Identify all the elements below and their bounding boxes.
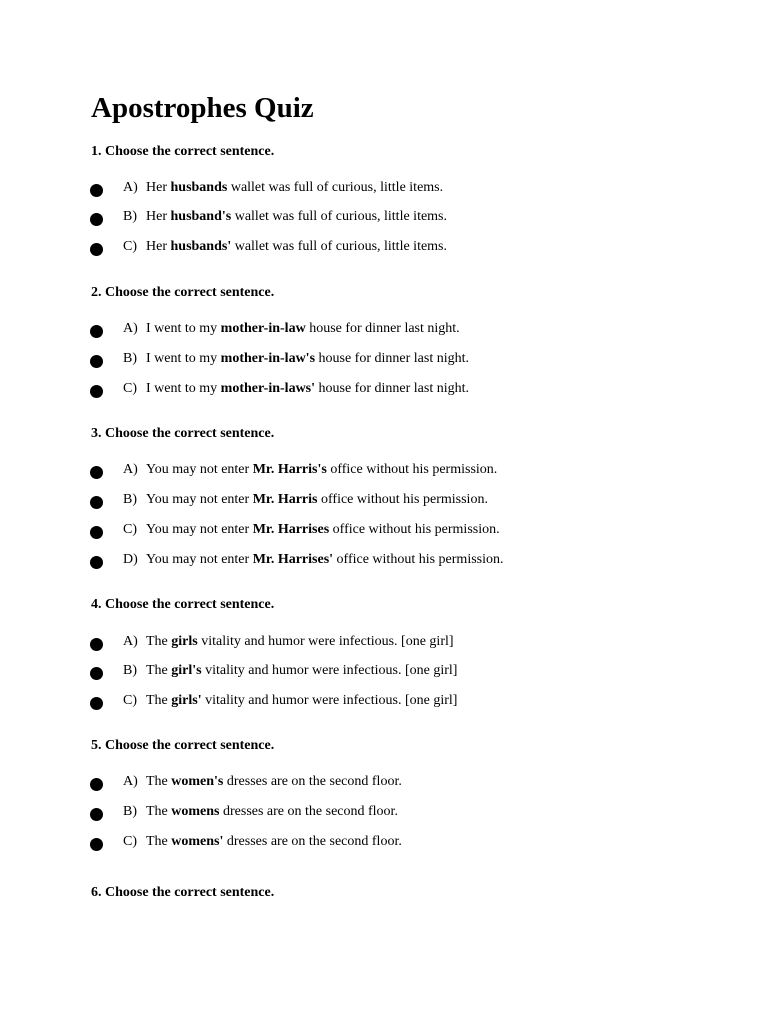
- bullet-icon: [90, 184, 103, 197]
- option-letter: A): [123, 634, 138, 649]
- option-letter: A): [123, 180, 138, 195]
- bullet-icon: [90, 778, 103, 791]
- option-letter: B): [123, 351, 137, 366]
- answer-option[interactable]: [90, 319, 730, 339]
- answer-option[interactable]: [90, 207, 730, 227]
- option-text: You may not enter Mr. Harrises office without his permission.: [146, 522, 500, 537]
- option-keyword: mother-in-law's: [220, 351, 316, 366]
- option-letter: B): [123, 804, 137, 819]
- question-heading: 5. Choose the correct sentence.: [91, 738, 275, 753]
- option-letter: B): [123, 209, 137, 224]
- option-letter: A): [123, 774, 138, 789]
- option-keyword: women's: [171, 774, 224, 789]
- option-letter: C): [123, 239, 137, 254]
- bullet-icon: [90, 466, 103, 479]
- option-keyword: girls: [171, 634, 198, 649]
- answer-option[interactable]: [90, 237, 730, 257]
- answer-option[interactable]: [90, 460, 730, 480]
- option-keyword: Mr. Harrises: [252, 522, 330, 537]
- answer-option[interactable]: [90, 802, 730, 822]
- option-keyword: girls': [171, 693, 202, 708]
- option-text: You may not enter Mr. Harris's office without his permission.: [146, 462, 498, 477]
- option-text: The girls vitality and humor were infectious. [one girl]: [146, 634, 454, 649]
- option-keyword: husbands: [170, 180, 228, 195]
- question-heading: 4. Choose the correct sentence.: [91, 597, 275, 612]
- option-keyword: Mr. Harrises': [252, 552, 334, 567]
- answer-option[interactable]: [90, 661, 730, 681]
- answer-option[interactable]: [90, 691, 730, 711]
- option-letter: D): [123, 552, 138, 567]
- answer-option[interactable]: [90, 772, 730, 792]
- option-text: The women's dresses are on the second floor.: [146, 774, 402, 789]
- option-keyword: husbands': [170, 239, 232, 254]
- answer-option[interactable]: [90, 832, 730, 852]
- option-text: The womens' dresses are on the second floor.: [146, 834, 402, 849]
- bullet-icon: [90, 556, 103, 569]
- answer-option[interactable]: [90, 550, 730, 570]
- answer-option[interactable]: [90, 632, 730, 652]
- option-text: Her husbands' wallet was full of curious, little items.: [146, 239, 448, 254]
- answer-option[interactable]: [90, 178, 730, 198]
- option-letter: C): [123, 834, 137, 849]
- bullet-icon: [90, 838, 103, 851]
- bullet-icon: [90, 243, 103, 256]
- bullet-icon: [90, 385, 103, 398]
- option-letter: A): [123, 462, 138, 477]
- option-letter: C): [123, 381, 137, 396]
- page-title: Apostrophes Quiz: [91, 92, 314, 124]
- option-keyword: mother-in-law: [220, 321, 306, 336]
- bullet-icon: [90, 496, 103, 509]
- option-text: You may not enter Mr. Harris office without his permission.: [146, 492, 488, 507]
- question-heading: 2. Choose the correct sentence.: [91, 285, 275, 300]
- option-text: I went to my mother-in-laws' house for dinner last night.: [146, 381, 469, 396]
- bullet-icon: [90, 213, 103, 226]
- bullet-icon: [90, 697, 103, 710]
- option-text: Her husband's wallet was full of curious, little items.: [146, 209, 448, 224]
- question-heading: 6. Choose the correct sentence.: [91, 885, 275, 900]
- option-text: Her husbands wallet was full of curious, little items.: [146, 180, 444, 195]
- option-text: You may not enter Mr. Harrises' office without his permission.: [146, 552, 504, 567]
- option-text: The womens dresses are on the second floor.: [146, 804, 398, 819]
- option-text: I went to my mother-in-law's house for dinner last night.: [146, 351, 469, 366]
- answer-option[interactable]: [90, 379, 730, 399]
- option-keyword: womens: [171, 804, 220, 819]
- option-keyword: girl's: [171, 663, 202, 678]
- answer-option[interactable]: [90, 490, 730, 510]
- option-keyword: Mr. Harris's: [252, 462, 327, 477]
- question-heading: 3. Choose the correct sentence.: [91, 426, 275, 441]
- option-keyword: husband's: [170, 209, 232, 224]
- bullet-icon: [90, 526, 103, 539]
- bullet-icon: [90, 325, 103, 338]
- option-letter: C): [123, 522, 137, 537]
- option-text: I went to my mother-in-law house for dinner last night.: [146, 321, 460, 336]
- option-text: The girls' vitality and humor were infectious. [one girl]: [146, 693, 458, 708]
- answer-option[interactable]: [90, 520, 730, 540]
- bullet-icon: [90, 667, 103, 680]
- option-letter: C): [123, 693, 137, 708]
- option-letter: B): [123, 663, 137, 678]
- bullet-icon: [90, 638, 103, 651]
- bullet-icon: [90, 355, 103, 368]
- option-keyword: Mr. Harris: [252, 492, 318, 507]
- option-letter: B): [123, 492, 137, 507]
- bullet-icon: [90, 808, 103, 821]
- option-keyword: womens': [171, 834, 224, 849]
- answer-option[interactable]: [90, 349, 730, 369]
- question-heading: 1. Choose the correct sentence.: [91, 144, 275, 159]
- option-keyword: mother-in-laws': [220, 381, 316, 396]
- option-text: The girl's vitality and humor were infectious. [one girl]: [146, 663, 458, 678]
- option-letter: A): [123, 321, 138, 336]
